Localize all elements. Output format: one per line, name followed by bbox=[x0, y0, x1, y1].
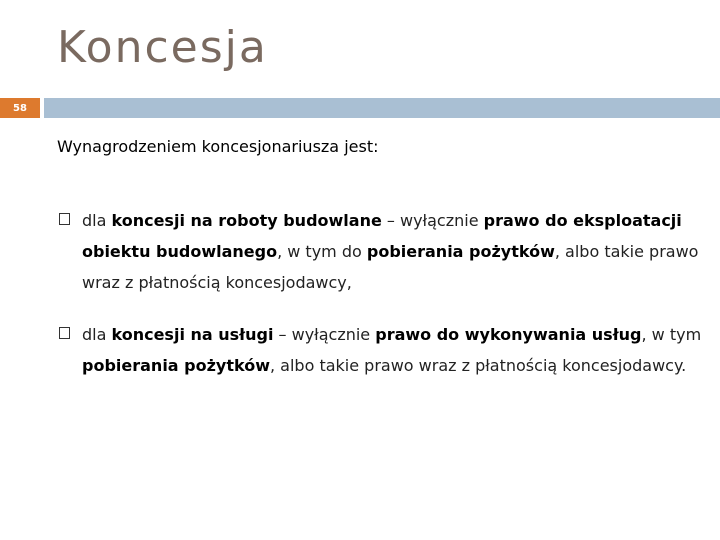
slide-title: Koncesja bbox=[57, 22, 268, 73]
header-bar bbox=[44, 98, 720, 118]
bullet-list bbox=[57, 205, 707, 402]
bullet-part: , w tym bbox=[641, 325, 702, 344]
bullet-part: dla bbox=[82, 325, 112, 344]
square-bullet-icon bbox=[59, 327, 70, 339]
bullet-text bbox=[82, 211, 698, 292]
bullet-part-bold: koncesji na usługi bbox=[111, 325, 274, 344]
bullet-part-bold: koncesji na roboty budowlane bbox=[111, 211, 382, 230]
bullet-part: – wyłącznie bbox=[381, 211, 484, 230]
bullet-text bbox=[82, 325, 701, 375]
bullet-part: , w tym do bbox=[277, 242, 367, 261]
bullet-part-bold: prawo do eksploatacji obiektu budowlanego bbox=[82, 211, 682, 261]
bullet-item-uslugi bbox=[57, 319, 707, 381]
square-bullet-icon bbox=[59, 213, 70, 225]
bullet-part-bold: pobierania pożytków bbox=[82, 356, 270, 375]
bullet-part: dla bbox=[82, 211, 112, 230]
bullet-part: , albo takie prawo wraz z płatnością koncesjodawcy, bbox=[82, 242, 699, 292]
bullet-part-bold: prawo do wykonywania usług bbox=[375, 325, 642, 344]
bullet-part: – wyłącznie bbox=[273, 325, 376, 344]
bullet-item-roboty bbox=[57, 205, 707, 298]
bullet-part: , albo takie prawo wraz z płatnością koncesjodawcy. bbox=[269, 356, 687, 375]
bullet-part-bold: pobierania pożytków bbox=[366, 242, 555, 261]
slide-number: 58 bbox=[0, 98, 40, 118]
intro-text: Wynagrodzeniem koncesjonariusza jest: bbox=[57, 137, 379, 156]
